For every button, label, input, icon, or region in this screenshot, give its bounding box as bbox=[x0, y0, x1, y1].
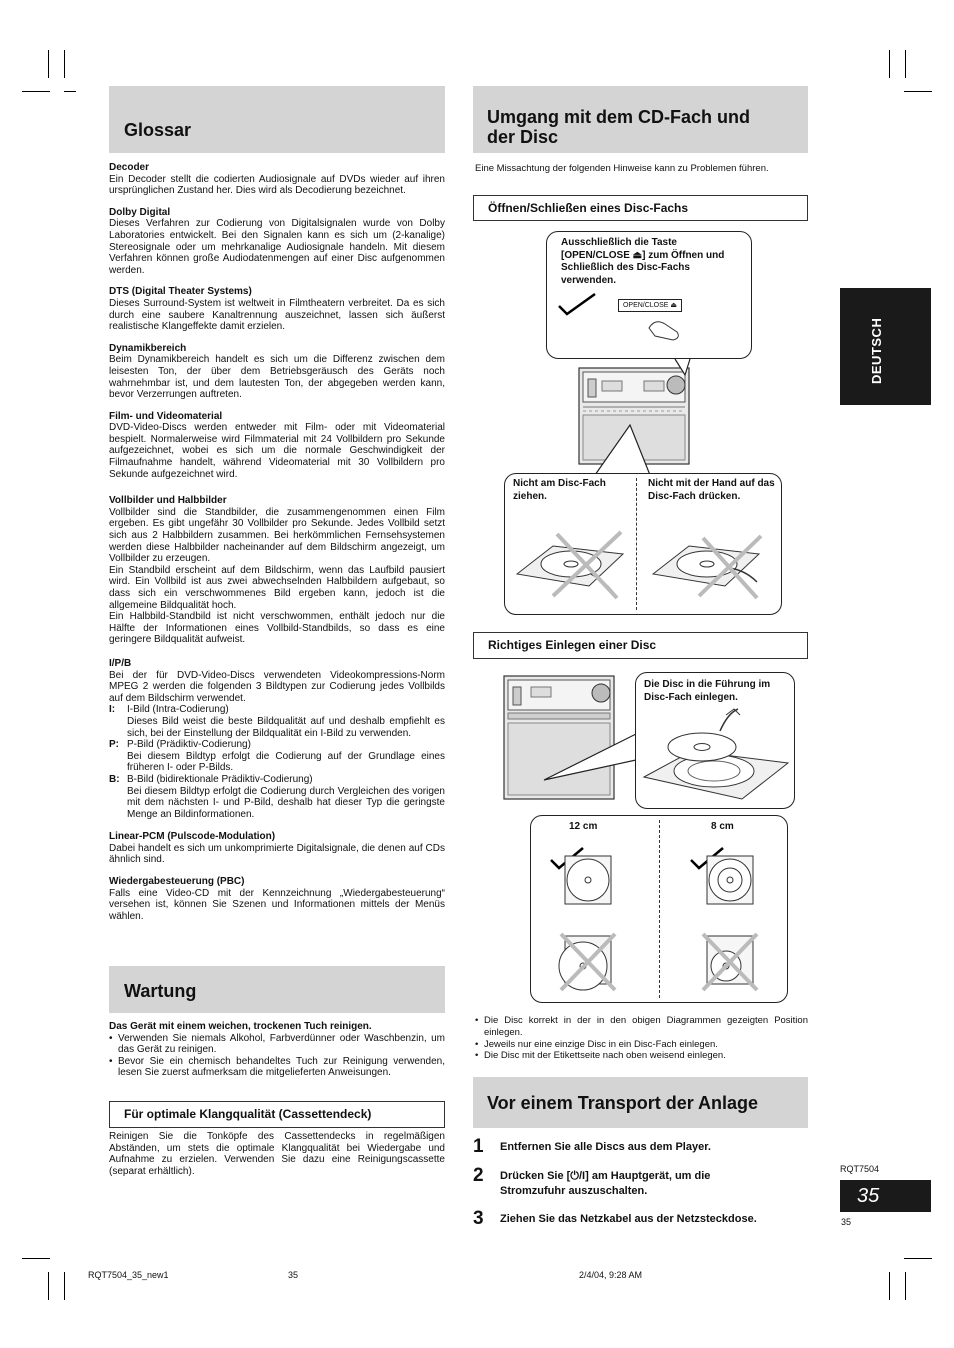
picture-type-key: P: bbox=[109, 739, 119, 751]
warning-left: Nicht am Disc-Fach ziehen. bbox=[513, 478, 606, 502]
glossary-banner bbox=[109, 86, 445, 153]
glossary-definition: Dieses Surround-System ist weltweit in Filmtheatern verbreitet. Da es sich durch eine saubere Kanaltrennung auszeichnet, lassen sich äußerst realistische Klangeffekte damit erzielen. bbox=[109, 297, 445, 333]
wartung-body bbox=[109, 1021, 445, 1079]
picture-type-key: I: bbox=[109, 704, 116, 716]
disc-note: • Die Disc mit der Etikettseite nach oben weisend einlegen. bbox=[475, 1050, 808, 1062]
picture-type-name: I-Bild (Intra-Codierung) bbox=[127, 704, 229, 716]
glossary-definition: Dieses Verfahren zur Codierung von Digitalsignalen wurde von Dolby Laboratories entwickelt. Bei den Signalen kann es sich um (2-kanalige) Stereosignale oder um mehrkanalige Audiosignale handeln. Mit diesem Verfahren können große Audiodatenmengen auf einer Disc aufgenommen werden. bbox=[109, 218, 445, 276]
wartung-bullet: • Bevor Sie ein chemisch behandeltes Tuch zur Reinigung verwenden, lesen Sie zuerst aufmerksam die mitgelieferten Anweisungen. bbox=[109, 1056, 445, 1079]
glossary-definition: Ein Decoder stellt die codierten Audiosignale auf DVDs wieder auf ihren ursprünglichen Zustand her. Dies wird als Decodierung bezeichnet. bbox=[109, 173, 445, 197]
glossary-title: Glossar bbox=[124, 120, 192, 140]
picture-type-item bbox=[109, 774, 445, 820]
picture-type-item bbox=[109, 739, 445, 774]
glossary-term: I/P/B bbox=[109, 657, 132, 669]
insert-disc-subheading: Richtiges Einlegen einer Disc bbox=[488, 638, 657, 652]
cassette-subheading: Für optimale Klangqualität (Cassettendeck) bbox=[124, 1107, 372, 1121]
model-number: RQT7504 bbox=[840, 1164, 880, 1174]
open-close-subheading: Öffnen/Schließen eines Disc-Fachs bbox=[488, 201, 689, 215]
step-text: Ziehen Sie das Netzkabel aus der Netzsteckdose. bbox=[500, 1213, 757, 1225]
picture-type-item bbox=[109, 704, 445, 739]
disc-note: • Jeweils nur eine einzige Disc in ein Disc-Fach einlegen. bbox=[475, 1039, 808, 1051]
open-close-instruction: Ausschließlich die Taste [OPEN/CLOSE ⏏] zum Öffnen und Schließlich des Disc-Fachs verwenden. bbox=[561, 237, 725, 286]
open-close-subheading-box bbox=[473, 195, 808, 221]
footer-file: RQT7504_35_new1 bbox=[88, 1270, 169, 1280]
open-close-button[interactable]: OPEN/CLOSE ⏏ bbox=[618, 299, 682, 312]
cd-section-banner bbox=[473, 86, 808, 153]
picture-type-text: Bei diesem Bildtyp erfolgt die Codierung durch Vergleichen des vorigen mit dem nächsten I- und P-Bild, deshalb hat dieser Typ die geringste Menge an Bildinformationen. bbox=[127, 785, 445, 820]
glossary-term: Vollbilder und Halbbilder bbox=[109, 495, 227, 507]
glossary-term: DTS (Digital Theater Systems) bbox=[109, 286, 252, 298]
glossary-definition: Bei der für DVD-Video-Discs verwendeten Videokompressions-Norm MPEG 2 werden die folgenden 3 Bildtypen zur Codierung jedes Vollbilds auf dem Bildschirm verwendet. bbox=[109, 669, 445, 704]
glossary-body bbox=[109, 162, 445, 922]
cassette-subheading-box bbox=[109, 1101, 445, 1128]
language-tab bbox=[840, 288, 931, 405]
glossary-term: Wiedergabesteuerung (PBC) bbox=[109, 876, 245, 888]
footer-date: 2/4/04, 9:28 AM bbox=[579, 1270, 643, 1280]
step-number: 3 bbox=[473, 1208, 484, 1229]
glossary-definition: DVD-Video-Discs werden entweder mit Film- oder mit Videomaterial bespielt. Normalerweise wird Filmmaterial mit 24 Vollbildern pro Sekunde aufgezeichnet, wobei es sich um die normale Geschwindigkeit der Filmaufnahme handelt, während Videomaterial mit 30 Vollbildern pro Sekunde aufgezeichnet wird. bbox=[109, 422, 445, 480]
glossary-definition: Vollbilder sind die Standbilder, die zusammengenommen einen Film ergeben. Es gibt ungefähr 30 Vollbilder pro Sekunde. Jedes Vollbild setzt sich aus 2 Halbbildern zusammen. Bei herkömmlichen Fernsehsystemen werden diese Halbbilder nacheinander auf dem Bildschirm angezeigt, um Vollbilder zu erzeugen. bbox=[109, 506, 445, 565]
size-label-8cm: 8 cm bbox=[711, 821, 734, 832]
push-tray-illustration bbox=[649, 524, 773, 604]
disc-insertion-illustration bbox=[642, 707, 790, 805]
picture-type-text: Bei diesem Bildtyp erfolgt die Codierung auf der Grundlage eines früheren I- oder P-Bilds. bbox=[127, 750, 445, 774]
page-number: 35 bbox=[857, 1185, 880, 1207]
wartung-banner bbox=[109, 966, 445, 1013]
pull-tray-illustration bbox=[513, 524, 633, 604]
cd-intro: Eine Missachtung der folgenden Hinweise kann zu Problemen führen. bbox=[475, 163, 769, 174]
glossary-definition: Ein Standbild erscheint auf dem Bildschirm, wenn das Laufbild pausiert wird. Ein Vollbild ist aus zwei abwechselnden Halbbildern aufgebaut, so dass sich ein verschwommenes Bild ergeben kann, jedoch ist die allgemeine Bildqualität hoch. bbox=[109, 564, 445, 611]
picture-type-name: B-Bild (bidirektionale Prädiktiv-Codierung) bbox=[127, 773, 313, 785]
insert-disc-subheading-box bbox=[473, 632, 808, 659]
disc-notes bbox=[475, 1015, 808, 1062]
disc-note: • Die Disc korrekt in der in den obigen Diagrammen gezeigten Position einlegen. bbox=[475, 1015, 808, 1039]
wartung-title: Wartung bbox=[124, 981, 197, 1001]
page-number-small: 35 bbox=[841, 1217, 852, 1227]
picture-type-text: Dieses Bild weist die beste Bildqualität auf und deshalb empfiehlt es sich, bei der Einstellung der Bildqualität ein I-Bild zu verwenden. bbox=[127, 715, 445, 739]
glossary-term: Dolby Digital bbox=[109, 206, 171, 218]
warning-right: Nicht mit der Hand auf das Disc-Fach drücken. bbox=[648, 478, 775, 502]
glossary-definition: Dabei handelt es sich um unkomprimierte Digitalsignale, die denen auf CDs ähnlich sind. bbox=[109, 842, 445, 866]
page-number-box bbox=[840, 1180, 931, 1212]
glossary-term: Decoder bbox=[109, 162, 150, 173]
wartung-bullet: • Verwenden Sie niemals Alkohol, Farbverdünner oder Waschbenzin, um das Gerät zu reinigen. bbox=[109, 1033, 445, 1056]
callout-pointer bbox=[560, 355, 760, 485]
footer-page: 35 bbox=[288, 1270, 299, 1280]
transport-banner bbox=[473, 1077, 808, 1128]
wartung-bullets bbox=[109, 1033, 445, 1079]
glossary-definition: Falls eine Video-CD mit der Kennzeichnung „Wiedergabesteuerung“ versehen ist, können Sie Szenen und Informationen mittels der Menüs wählen. bbox=[109, 887, 445, 922]
glossary-definition: Beim Dynamikbereich handelt es sich um die Differenz zwischen dem leisesten Ton, der über dem Betriebsgeräusch des Geräts noch wahrnehmbar ist, und dem lautesten Ton, der abgegeben werden kann, bevor Verzerrungen auftreten. bbox=[109, 354, 445, 401]
picture-type-name: P-Bild (Prädiktiv-Codierung) bbox=[127, 739, 251, 751]
picture-type-key: B: bbox=[109, 773, 120, 785]
disc-size-illustration bbox=[531, 842, 789, 1002]
cassette-body bbox=[109, 1131, 445, 1177]
callout-pointer bbox=[540, 730, 640, 790]
glossary-term: Dynamikbereich bbox=[109, 342, 187, 354]
insert-disc-instruction: Die Disc in die Führung im Disc-Fach einlegen. bbox=[644, 679, 771, 703]
picture-type-list bbox=[109, 704, 445, 820]
warning-callout bbox=[504, 473, 782, 615]
wartung-lead: Das Gerät mit einem weichen, trockenen Tuch reinigen. bbox=[109, 1021, 372, 1032]
insert-disc-callout bbox=[635, 672, 795, 809]
transport-title: Vor einem Transport der Anlage bbox=[487, 1093, 759, 1113]
disc-size-panel bbox=[530, 815, 788, 1003]
divider bbox=[636, 478, 637, 610]
glossary-definition: Ein Halbbild-Standbild ist nicht verschwommen, enthält jedoch nur die Hälfte der Informationen eines Vollbild-Standbilds, so dass es eine geringere Bildqualität aufweist. bbox=[109, 611, 445, 646]
size-label-12cm: 12 cm bbox=[569, 821, 598, 832]
glossary-term: Film- und Videomaterial bbox=[109, 410, 223, 422]
cd-section-title-line1: Umgang mit dem CD-Fach und bbox=[487, 107, 751, 127]
step-number: 1 bbox=[473, 1136, 484, 1157]
glossary-term: Linear-PCM (Pulscode-Modulation) bbox=[109, 831, 276, 843]
step-number: 2 bbox=[473, 1165, 484, 1186]
open-close-callout bbox=[546, 231, 752, 359]
language-label: DEUTSCH bbox=[869, 317, 884, 384]
cassette-text: Reinigen Sie die Tonköpfe des Cassettendecks in regelmäßigen Abständen, um stets die optimale Klangqualität bei Wiedergabe und Aufnahme zu erzielen. Verwenden Sie dazu eine Reinigungscassette (separat erhältlich). bbox=[109, 1131, 445, 1177]
step-text: Entfernen Sie alle Discs aus dem Player. bbox=[500, 1141, 711, 1153]
cd-section-title-line2: der Disc bbox=[487, 127, 559, 147]
disc-note-list bbox=[475, 1015, 808, 1062]
step-text: Drücken Sie [⏻/I] am Hauptgerät, um die Stromzufuhr auszuschalten. bbox=[500, 1170, 711, 1197]
